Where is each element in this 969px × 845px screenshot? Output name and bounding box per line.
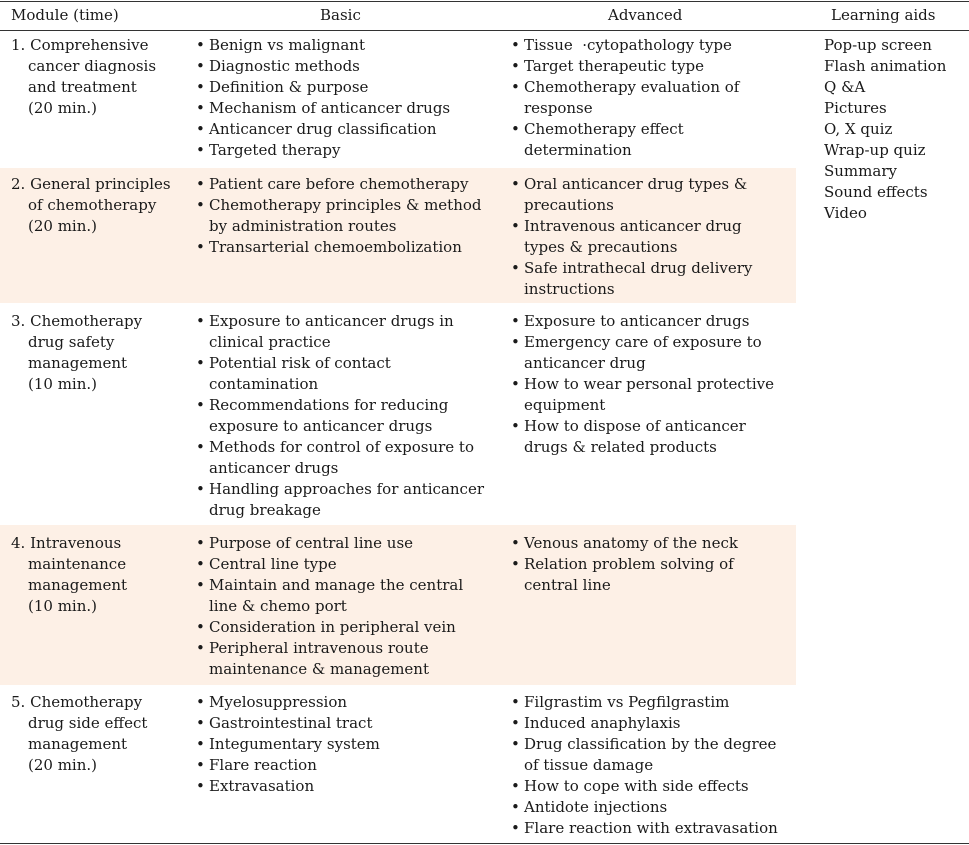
advanced-list [511, 311, 786, 458]
advanced-item-text: Target therapeutic type [524, 57, 705, 75]
advanced-item-text: How to wear personal protective equipment [524, 375, 774, 414]
advanced-item-text: Drug classification by the degree of tissue damage [524, 735, 777, 774]
table-row-module-4 [0, 525, 969, 685]
bullet-icon: • [196, 120, 205, 138]
learning-aid-item: Q &A [824, 78, 866, 96]
basic-item [196, 174, 496, 195]
advanced-item [511, 174, 786, 216]
basic-item [196, 755, 496, 776]
advanced-item-text: Venous anatomy of the neck [524, 534, 738, 552]
bullet-icon: • [196, 36, 205, 54]
module-title: Intravenous maintenance management [28, 534, 128, 594]
basic-item [196, 479, 496, 521]
learning-aid-item: Video [824, 204, 867, 222]
bullet-icon: • [511, 312, 520, 330]
bullet-icon: • [511, 333, 520, 351]
advanced-item-text: Emergency care of exposure to anticancer drug [524, 333, 762, 372]
module-time: (20 min.) [28, 756, 98, 774]
basic-item-text: Purpose of central line use [209, 534, 414, 552]
bullet-icon: • [196, 99, 205, 117]
learning-aid-item: Sound effects [824, 183, 928, 201]
basic-item [196, 734, 496, 755]
bullet-icon: • [196, 639, 205, 657]
module-title: Chemotherapy drug side effect management [28, 693, 148, 753]
bullet-icon: • [511, 777, 520, 795]
bullet-icon: • [511, 417, 520, 435]
module-time: (10 min.) [28, 375, 98, 393]
advanced-item-text: Chemotherapy effect determination [524, 120, 684, 159]
bullet-icon: • [511, 735, 520, 753]
basic-item-text: Integumentary system [209, 735, 380, 753]
basic-item-text: Maintain and manage the central line & chemo port [209, 576, 464, 615]
bullet-icon: • [511, 819, 520, 837]
basic-item [196, 638, 496, 680]
bullet-icon: • [511, 798, 520, 816]
basic-item-text: Peripheral intravenous route maintenance & management [209, 639, 429, 678]
basic-item [196, 35, 496, 56]
basic-item-text: Consideration in peripheral vein [209, 618, 456, 636]
basic-item-text: Flare reaction [209, 756, 317, 774]
advanced-item-text: How to cope with side effects [524, 777, 749, 795]
bullet-icon: • [511, 175, 520, 193]
module-number: 3. [11, 312, 26, 330]
basic-item [196, 554, 496, 575]
basic-item [196, 119, 496, 140]
basic-item [196, 713, 496, 734]
advanced-item [511, 416, 786, 458]
basic-item [196, 692, 496, 713]
basic-item-text: Potential risk of contact contamination [209, 354, 391, 393]
basic-item-text: Benign vs malignant [209, 36, 365, 54]
basic-item [196, 77, 496, 98]
bullet-icon: • [196, 618, 205, 636]
basic-item-text: Handling approaches for anticancer drug breakage [209, 480, 485, 519]
advanced-item [511, 311, 786, 332]
module-title: General principles of chemotherapy [28, 175, 171, 214]
advanced-item [511, 797, 786, 818]
basic-item [196, 437, 496, 479]
advanced-item-text: How to dispose of anticancer drugs & related products [524, 417, 746, 456]
header-bottom-rule [0, 30, 969, 31]
advanced-item-text: Safe intrathecal drug delivery instructions [524, 259, 753, 298]
bullet-icon: • [196, 735, 205, 753]
basic-item-text: Extravasation [209, 777, 315, 795]
bullet-icon: • [511, 534, 520, 552]
advanced-item [511, 776, 786, 797]
learning-aid-item: Flash animation [824, 57, 947, 75]
table-bottom-rule [0, 843, 969, 844]
bullet-icon: • [196, 534, 205, 552]
table-row-module-3 [0, 303, 969, 525]
basic-item-text: Exposure to anticancer drugs in clinical practice [209, 312, 454, 351]
module-time: (10 min.) [28, 597, 98, 615]
bullet-icon: • [196, 141, 205, 159]
bullet-icon: • [511, 555, 520, 573]
advanced-item [511, 216, 786, 258]
bullet-icon: • [196, 57, 205, 75]
learning-aid-item: Summary [824, 162, 897, 180]
module-cell [11, 692, 176, 776]
basic-list [196, 174, 496, 258]
advanced-item-text: Flare reaction with extravasation [524, 819, 778, 837]
bullet-icon: • [196, 756, 205, 774]
basic-item-text: Diagnostic methods [209, 57, 360, 75]
bullet-icon: • [196, 693, 205, 711]
header-advanced: Advanced [608, 6, 683, 24]
basic-item [196, 195, 496, 237]
basic-item-text: Patient care before chemotherapy [209, 175, 469, 193]
advanced-item-text: Filgrastim vs Pegfilgrastim [524, 693, 730, 711]
advanced-item-text: Antidote injections [524, 798, 668, 816]
bullet-icon: • [511, 217, 520, 235]
module-number: 2. [11, 175, 26, 193]
advanced-item [511, 533, 786, 554]
advanced-item [511, 692, 786, 713]
bullet-icon: • [196, 196, 205, 214]
basic-item [196, 617, 496, 638]
basic-item-text: Definition & purpose [209, 78, 369, 96]
bullet-icon: • [511, 259, 520, 277]
module-cell [11, 533, 176, 617]
module-title: Comprehensive cancer diagnosis and treatment [28, 36, 157, 96]
bullet-icon: • [196, 354, 205, 372]
module-title: Chemotherapy drug safety management [28, 312, 143, 372]
basic-item-text: Anticancer drug classification [209, 120, 437, 138]
advanced-item [511, 56, 786, 77]
bullet-icon: • [511, 714, 520, 732]
bullet-icon: • [196, 312, 205, 330]
bullet-icon: • [196, 438, 205, 456]
basic-item [196, 395, 496, 437]
bullet-icon: • [196, 714, 205, 732]
basic-list [196, 35, 496, 161]
bullet-icon: • [511, 693, 520, 711]
basic-item [196, 353, 496, 395]
advanced-item-text: Intravenous anticancer drug types & precautions [524, 217, 742, 256]
bullet-icon: • [511, 375, 520, 393]
basic-list [196, 692, 496, 797]
basic-item [196, 237, 496, 258]
advanced-list [511, 533, 786, 596]
module-time: (20 min.) [28, 99, 98, 117]
advanced-item-text: Induced anaphylaxis [524, 714, 681, 732]
header-module: Module (time) [11, 6, 119, 24]
basic-item [196, 311, 496, 353]
table-top-rule [0, 1, 969, 2]
bullet-icon: • [511, 36, 520, 54]
bullet-icon: • [196, 78, 205, 96]
basic-item-text: Chemotherapy principles & method by administration routes [209, 196, 482, 235]
learning-aid-item: Wrap-up quiz [824, 141, 926, 159]
basic-item [196, 98, 496, 119]
basic-item [196, 776, 496, 797]
table-row-module-5 [0, 685, 969, 843]
bullet-icon: • [196, 175, 205, 193]
module-number: 1. [11, 36, 26, 54]
advanced-item [511, 554, 786, 596]
basic-item-text: Recommendations for reducing exposure to anticancer drugs [209, 396, 449, 435]
basic-item [196, 140, 496, 161]
module-number: 5. [11, 693, 26, 711]
advanced-item [511, 119, 786, 161]
advanced-list [511, 692, 786, 839]
advanced-item [511, 332, 786, 374]
bullet-icon: • [511, 78, 520, 96]
learning-aid-item: Pop-up screen [824, 36, 932, 54]
bullet-icon: • [511, 120, 520, 138]
module-cell [11, 174, 176, 237]
header-basic: Basic [320, 6, 361, 24]
learning-aid-item: O, X quiz [824, 120, 893, 138]
advanced-item-text: Relation problem solving of central line [524, 555, 734, 594]
basic-item-text: Methods for control of exposure to anticancer drugs [209, 438, 474, 477]
advanced-item-text: Exposure to anticancer drugs [524, 312, 750, 330]
bullet-icon: • [196, 777, 205, 795]
advanced-item [511, 77, 786, 119]
bullet-icon: • [196, 555, 205, 573]
advanced-item [511, 258, 786, 300]
advanced-item-text: Tissue ·cytopathology type [524, 36, 732, 54]
advanced-list [511, 174, 786, 300]
bullet-icon: • [196, 396, 205, 414]
bullet-icon: • [196, 576, 205, 594]
basic-list [196, 533, 496, 680]
basic-item-text: Myelosuppression [209, 693, 348, 711]
basic-item-text: Targeted therapy [209, 141, 341, 159]
advanced-item [511, 818, 786, 839]
advanced-item-text: Oral anticancer drug types & precautions [524, 175, 748, 214]
module-cell [11, 35, 176, 119]
learning-aid-item: Pictures [824, 99, 887, 117]
module-cell [11, 311, 176, 395]
module-time: (20 min.) [28, 217, 98, 235]
basic-item-text: Transarterial chemoembolization [209, 238, 462, 256]
basic-item-text: Central line type [209, 555, 337, 573]
advanced-item [511, 713, 786, 734]
advanced-item-text: Chemotherapy evaluation of response [524, 78, 740, 117]
basic-item-text: Mechanism of anticancer drugs [209, 99, 451, 117]
bullet-icon: • [196, 238, 205, 256]
basic-item-text: Gastrointestinal tract [209, 714, 373, 732]
advanced-item [511, 734, 786, 776]
module-number: 4. [11, 534, 26, 552]
bullet-icon: • [196, 480, 205, 498]
basic-list [196, 311, 496, 521]
basic-item [196, 56, 496, 77]
header-learning-aids: Learning aids [831, 6, 936, 24]
basic-item [196, 533, 496, 554]
learning-aids-list [824, 35, 946, 224]
basic-item [196, 575, 496, 617]
bullet-icon: • [511, 57, 520, 75]
advanced-item [511, 35, 786, 56]
advanced-list [511, 35, 786, 161]
advanced-item [511, 374, 786, 416]
